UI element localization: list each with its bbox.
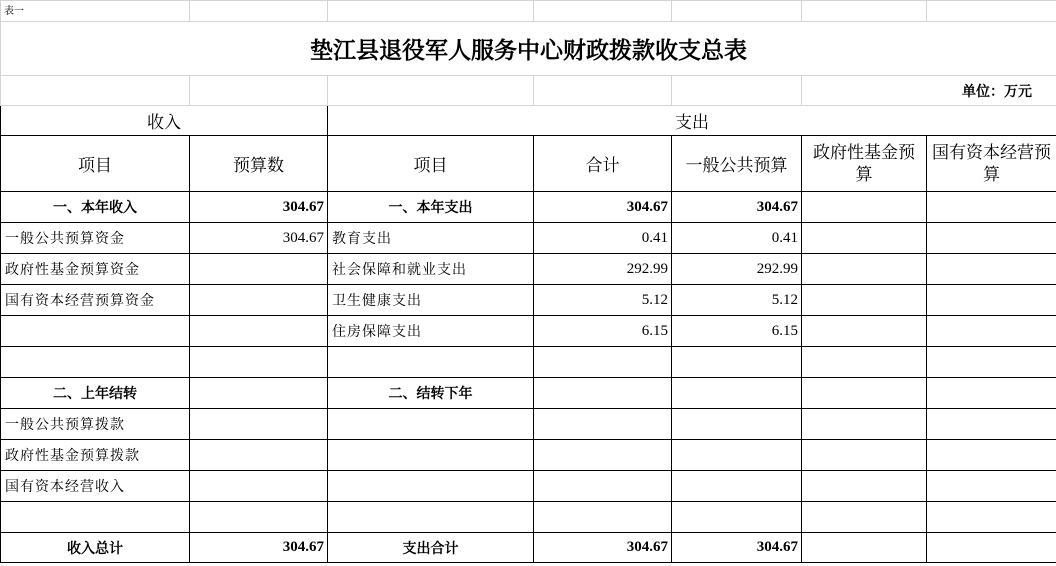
table-row [1,223,1056,254]
income-budget-cell[interactable] [190,316,328,347]
expense-soe-cell[interactable] [927,254,1056,285]
expense-soe-cell[interactable] [927,440,1056,471]
income-budget-cell[interactable] [190,502,328,533]
expense-item-cell[interactable]: 社会保障和就业支出 [328,254,534,285]
expense-general-cell[interactable] [672,502,802,533]
expense-total-cell[interactable]: 304.67 [534,192,672,223]
expense-item-cell[interactable]: 住房保障支出 [328,316,534,347]
table-row [1,192,1056,223]
expense-item-cell[interactable] [328,347,534,378]
expense-item-cell[interactable]: 一、本年支出 [328,192,534,223]
income-budget-cell[interactable] [190,347,328,378]
income-budget-cell[interactable]: 304.67 [190,223,328,254]
table-row [1,378,1056,409]
expense-soe-cell[interactable] [927,316,1056,347]
col-header-exp-general: 一般公共预算 [672,136,802,192]
income-item-cell[interactable]: 一般公共预算拨款 [1,409,190,440]
income-budget-cell[interactable] [190,409,328,440]
expense-general-total-value[interactable]: 304.67 [672,533,802,563]
income-budget-cell[interactable] [190,378,328,409]
unit-label: 单位：万元 [802,76,1056,106]
col-header-exp-item: 项目 [328,136,534,192]
income-budget-cell[interactable] [190,471,328,502]
income-item-cell[interactable] [1,316,190,347]
expense-gov-fund-cell[interactable] [802,192,927,223]
expense-general-cell[interactable]: 0.41 [672,223,802,254]
income-item-cell[interactable]: 国有资本经营收入 [1,471,190,502]
income-item-cell[interactable]: 国有资本经营预算资金 [1,285,190,316]
expense-total-cell[interactable]: 292.99 [534,254,672,285]
expense-soe-cell[interactable] [927,223,1056,254]
expense-general-cell[interactable] [672,409,802,440]
expense-soe-cell[interactable] [927,409,1056,440]
income-budget-cell[interactable] [190,285,328,316]
grid-cell[interactable] [927,1,1056,22]
grid-cell[interactable] [190,76,328,106]
income-budget-cell[interactable] [190,440,328,471]
expense-item-cell[interactable] [328,440,534,471]
income-item-cell[interactable]: 一、本年收入 [1,192,190,223]
expense-item-cell[interactable]: 二、结转下年 [328,378,534,409]
grid-cell[interactable] [672,76,802,106]
grid-cell[interactable] [534,76,672,106]
col-header-exp-soe: 国有资本经营预算 [927,136,1056,192]
expense-general-cell[interactable] [672,378,802,409]
expense-gov-fund-cell[interactable] [802,502,927,533]
income-total-value[interactable]: 304.67 [190,533,328,563]
expense-total-cell[interactable] [534,378,672,409]
expense-item-cell[interactable] [328,471,534,502]
income-header: 收入 [1,106,328,136]
expense-soe-total[interactable] [927,533,1056,563]
expense-general-cell[interactable] [672,347,802,378]
expense-general-cell[interactable]: 6.15 [672,316,802,347]
expense-gov-fund-cell[interactable] [802,409,927,440]
table-row [1,471,1056,502]
expense-soe-cell[interactable] [927,285,1056,316]
expense-gov-fund-total[interactable] [802,533,927,563]
income-budget-cell[interactable]: 304.67 [190,192,328,223]
expense-general-cell[interactable]: 292.99 [672,254,802,285]
expense-total-cell[interactable]: 5.12 [534,285,672,316]
table-row [1,316,1056,347]
grid-cell[interactable] [328,76,534,106]
expense-total-cell[interactable] [534,471,672,502]
col-header-inc-budget: 预算数 [190,136,328,192]
expense-gov-fund-cell[interactable] [802,316,927,347]
income-budget-cell[interactable] [190,254,328,285]
expense-gov-fund-cell[interactable] [802,347,927,378]
expense-soe-cell[interactable] [927,502,1056,533]
expense-gov-fund-cell[interactable] [802,223,927,254]
grid-cell[interactable] [1,76,190,106]
expense-gov-fund-cell[interactable] [802,285,927,316]
col-header-exp-gov-fund: 政府性基金预算 [802,136,927,192]
expense-general-cell[interactable]: 5.12 [672,285,802,316]
expense-gov-fund-cell[interactable] [802,440,927,471]
expense-total-cell[interactable]: 6.15 [534,316,672,347]
table-row [1,502,1056,533]
expense-item-cell[interactable]: 卫生健康支出 [328,285,534,316]
expense-total-cell[interactable] [534,440,672,471]
col-header-inc-item: 项目 [1,136,190,192]
expense-soe-cell[interactable] [927,378,1056,409]
expense-total-cell[interactable] [534,502,672,533]
table-row [1,285,1056,316]
expense-header: 支出 [328,106,1056,136]
table-row [1,440,1056,471]
totals-row [1,533,1056,563]
grid-cell[interactable] [802,1,927,22]
col-header-exp-total: 合计 [534,136,672,192]
income-total-label: 收入总计 [1,533,190,563]
expense-total-label: 支出合计 [328,533,534,563]
expense-item-cell[interactable] [328,409,534,440]
expense-total-cell[interactable]: 0.41 [534,223,672,254]
grid-cell[interactable] [672,1,802,22]
expense-item-cell[interactable] [328,502,534,533]
expense-gov-fund-cell[interactable] [802,378,927,409]
expense-total-value[interactable]: 304.67 [534,533,672,563]
expense-gov-fund-cell[interactable] [802,254,927,285]
income-item-cell[interactable]: 政府性基金预算拨款 [1,440,190,471]
sheet-label: 表一 [1,1,190,22]
expense-soe-cell[interactable] [927,192,1056,223]
table-row [1,347,1056,378]
expense-gov-fund-cell[interactable] [802,471,927,502]
expense-general-cell[interactable]: 304.67 [672,192,802,223]
expense-soe-cell[interactable] [927,471,1056,502]
expense-total-cell[interactable] [534,347,672,378]
expense-item-cell[interactable]: 教育支出 [328,223,534,254]
grid-cell[interactable] [190,1,328,22]
page-title: 垫江县退役军人服务中心财政拨款收支总表 [1,22,1056,76]
table-row [1,254,1056,285]
grid-cell[interactable] [534,1,672,22]
income-item-cell[interactable]: 二、上年结转 [1,378,190,409]
expense-total-cell[interactable] [534,409,672,440]
expense-general-cell[interactable] [672,440,802,471]
table-row [1,409,1056,440]
income-item-cell[interactable]: 政府性基金预算资金 [1,254,190,285]
grid-cell[interactable] [328,1,534,22]
expense-soe-cell[interactable] [927,347,1056,378]
income-item-cell[interactable]: 一般公共预算资金 [1,223,190,254]
expense-general-cell[interactable] [672,471,802,502]
income-item-cell[interactable] [1,502,190,533]
income-item-cell[interactable] [1,347,190,378]
